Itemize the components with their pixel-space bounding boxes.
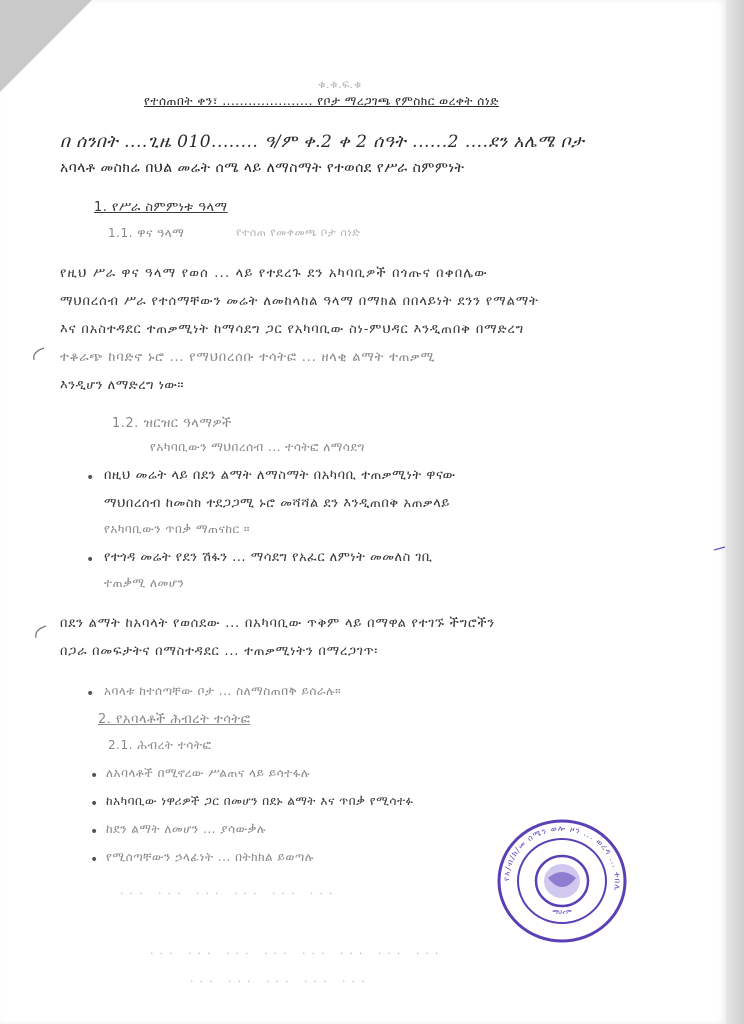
bullet-a-line-5: ተጠቃሚ ለመሆን [104, 576, 185, 590]
paragraph-1-line-3: እና በአስተዳደር ተጠቃሚነት ከማሳደግ ጋር የአካባቢው ስነ-ምህዳር እንዲጠበቅ በማድረግ [60, 322, 525, 337]
official-stamp [496, 818, 628, 944]
intro-line: አባላቶ መስክሬ በህል መሬት ሰሜ ላይ ለማስማት የተወሰደ የሥራ ስምምነት [60, 160, 465, 176]
section-1-1-heading: 1.1. ዋና ዓላማ [108, 226, 185, 240]
paragraph-1-line-4: ተቆራጭ ከባድኖ ኑሮ ... የማህበረሰቡ ተሳትፎ ... ዘላቂ ልማት ተጠቃሚ [60, 350, 436, 365]
section-2-heading: 2. የአባላቶች ሕብረት ተሳትፎ [98, 712, 251, 727]
stamp-outer-text: የአ/ብ/ክ/መ ሰሜን ወሎ ዞን ... ወረዳ ... ቀበሌ [501, 823, 623, 892]
margin-bracket-mark [28, 344, 48, 364]
bullet-a-line-1: በዚህ መሬት ላይ በደን ልማት ለማስማት በአካባቢ ተጠቃሚነት ዋናው [104, 468, 456, 483]
stamp-inner-text: ማህተም [552, 909, 572, 916]
bullet-c-line-1: ለአባላቶች በሚኖረው ሥልጠና ላይ ይሳተፋሉ [106, 766, 310, 780]
document-title: የተሰጠበት ቀን፣ ..................... የቦታ ማረጋገጫ የምስክር ወረቀት ሰነድ [144, 94, 499, 108]
bullet-a-line-4: የተጎዳ መሬት የደን ሽፋን ... ማሳደግ የአፈር ለምነት መመለስ ገቢ [104, 550, 433, 565]
bullet-marker: • [86, 686, 95, 702]
bullet-c-line-3: ከደን ልማት ለመሆን ... ያሳውቃሉ [106, 822, 266, 836]
section-1-2-heading: 1.2. ዝርዝር ዓላማዎች [112, 416, 232, 431]
folded-corner [0, 0, 92, 92]
bullet-marker: • [90, 824, 99, 840]
margin-bracket-mark [30, 622, 50, 642]
paragraph-2-line-1: በደን ልማት ከአባላት የወሰደው ... በአካባቢው ጥቅም ላይ በማዋል የተገኙ ችግሮችን [60, 616, 495, 631]
bullet-marker: • [86, 470, 95, 486]
bullet-marker: • [90, 852, 99, 868]
section-1-heading: 1. የሥራ ስምምነቱ ዓላማ [94, 200, 228, 215]
bullet-a-line-3: የአካባቢውን ጥበቃ ማጠናከር ። [104, 522, 251, 536]
paragraph-2-line-2: በጋራ በመፍታትና በማስተዳደር ... ተጠቃሚነትን በማረጋገጥ፡ [60, 644, 379, 659]
bullet-a-line-2: ማህበረሰብ ከመስክ ተደጋጋሚ ኑሮ መሻሻል ደን እንዲጠበቅ አጠቃላይ [104, 496, 450, 511]
bullet-marker: • [86, 552, 95, 568]
paragraph-1-line-5: እንዲሆን ለማድረግ ነው። [60, 378, 184, 393]
section-1-2-subheading: የአካባቢውን ማህበረሰብ ... ተሳትፎ ለማሳደግ [150, 440, 365, 454]
ink-tick-mark [712, 542, 728, 556]
bullet-c-line-4: የሚሰጣቸውን ኃላፊነት ... በትክክል ይወጣሉ [106, 850, 314, 864]
bullet-b: አባላቱ ከተሰጣቸው ቦታ ... ስለማስጠበቅ ይሰራሉ። [104, 684, 342, 698]
section-2-1-heading: 2.1. ሕብረት ተሳትፎ [108, 738, 212, 752]
faint-line: ... ... ... ... ... ... [120, 884, 339, 897]
paragraph-1-line-2: ማህበረሰብ ሥራ የተሰማቸውን መሬት ለመከላከል ዓላማ በማክል በበላይነት ደንን የማልማት [60, 294, 539, 309]
faint-line: ... ... ... ... ... ... ... ... [150, 944, 445, 957]
bullet-c-line-2: ከአካባቢው ነዋሪዎች ጋር በመሆን በደኑ ልማት እና ጥበቃ የሚሳተፉ [106, 794, 414, 808]
bullet-marker: • [90, 796, 99, 812]
meeting-date-line: በ ሰንበት ....ጊዜ 010........ ዓ/ም ቀ.2 ቀ 2 ሰዓት ......2 ....ደን አሌሜ ቦታ [60, 132, 585, 152]
bullet-marker: • [90, 768, 99, 784]
paragraph-1-line-1: የዚህ ሥራ ዋና ዓላማ የወሰ ... ላይ የተደረጉ ደን አካባቢዎች በጎጡና በቀበሌው [60, 266, 488, 281]
faint-line: ... ... ... ... ... [190, 972, 371, 985]
scan-background [726, 0, 744, 1024]
header-mark: ቁ.ቁ.ፍ.ቁ [318, 78, 362, 91]
section-1-1-faint: የተሰጠ የመቀመጫ ቦታ ሰነድ [236, 226, 361, 239]
